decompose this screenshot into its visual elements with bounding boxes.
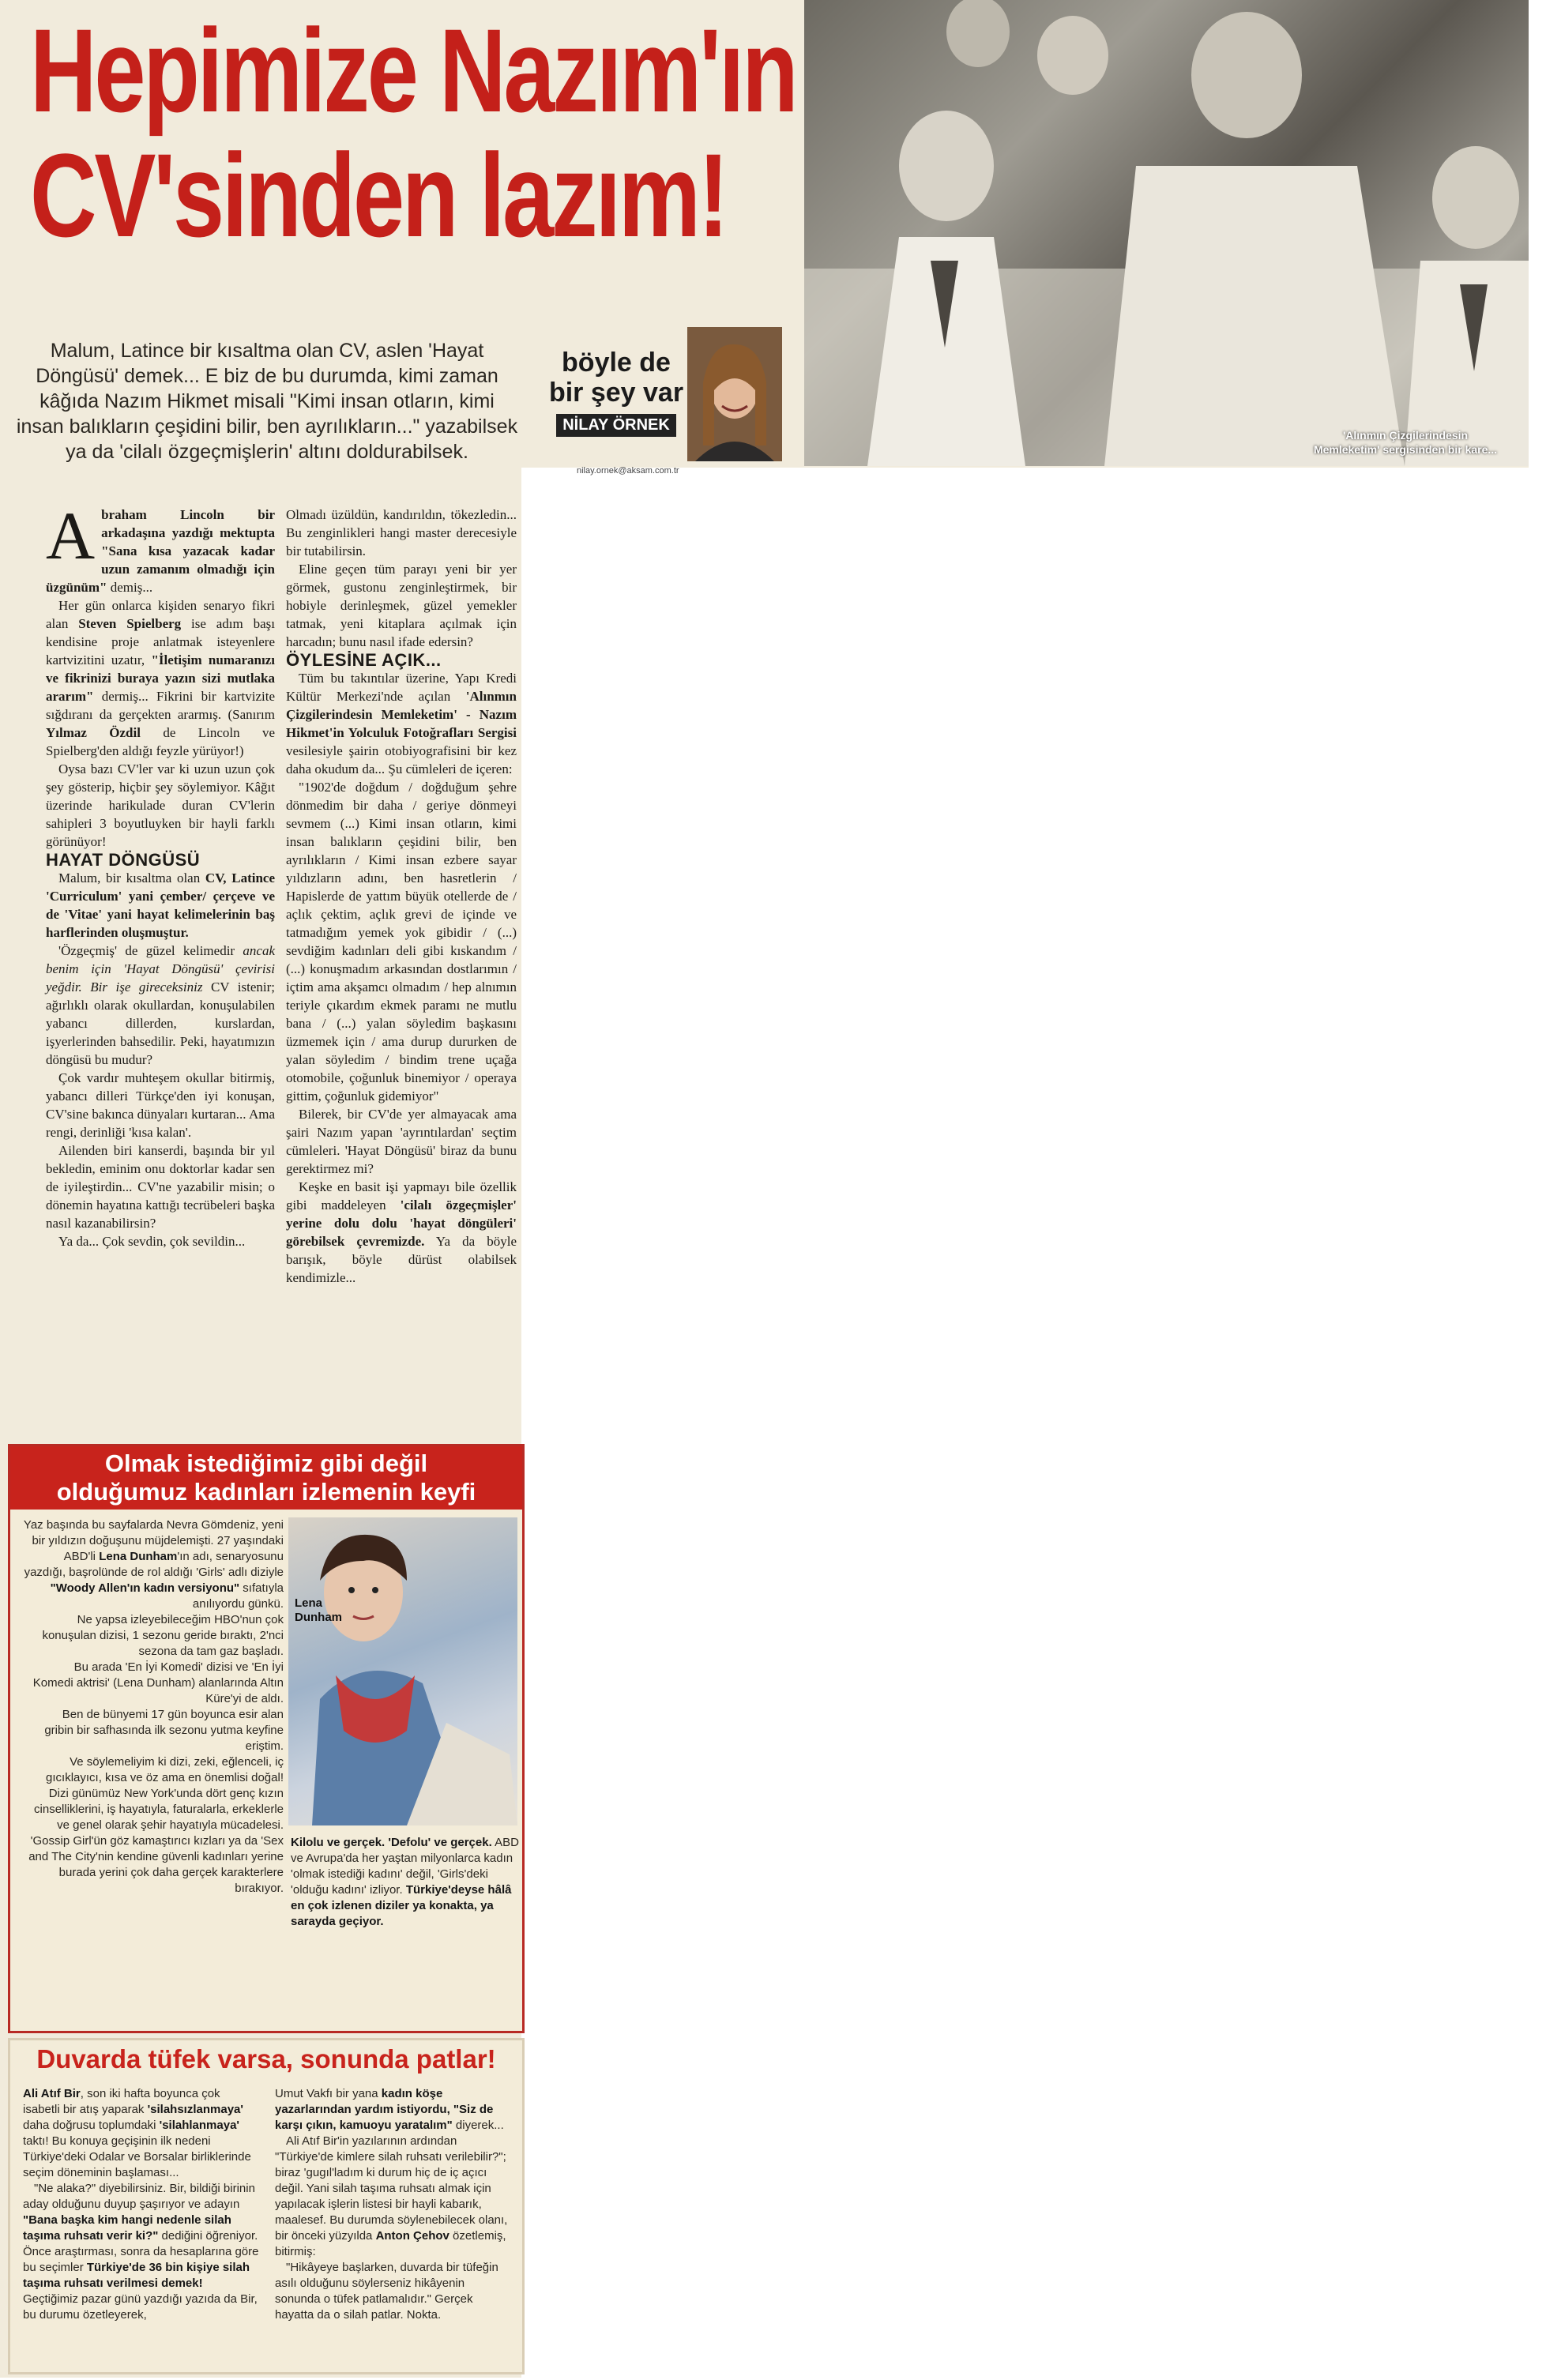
bold-text: 'silahsızlanmaya' (147, 2103, 243, 2116)
column-byline (545, 324, 806, 474)
paragraph: Çok vardır muhteşem okullar bitirmiş, yabancı dilleri Türkçe'den iyi konuşan, CV'sine bakınca dünyaları kurtaran... Ama rengi, derinliği 'kısa kalan'. (46, 1070, 275, 1140)
paragraph (46, 869, 275, 942)
body-text: vesilesiyle şairin otobiyografisini bir kez daha okudum da... Şu cümleleri de içeren: (286, 743, 517, 776)
paragraph (23, 2086, 260, 2181)
paragraph: Ne yapsa izleyebileceğim HBO'nun çok konuşulan dizisi, 1 sezonu geride bıraktı, 2'nci sezona da tam gaz başladı. (42, 1613, 284, 1658)
headline (30, 4, 796, 261)
body-text: sıfatıyla anılıyordu günkü. (192, 1581, 284, 1611)
body-text: demiş... (107, 580, 153, 595)
paragraph (46, 942, 275, 1069)
article-column-1 (46, 498, 276, 1250)
body-text: Ali Atıf Bir'in yazılarının ardından "Türkiye'de kimlere silah ruhsatı verilebilir?"; biraz 'gugıl'ladım ki durum hiç de iç açıcı değil. Yani silah taşıma ruhsatı almak için yapılacak işlerin listesi bir hayli kabarık, maalesef. Bu durumda söylenebilecek olanı, bir önceki yüzyılda (275, 2134, 508, 2243)
bold-text: Türkiye'deyse hâlâ en çok izlenen diziler ya konakta, ya sarayda geçiyor. (291, 1883, 512, 1928)
paragraph: Ailenden biri kanserdi, başında bir yıl bekledin, eminim onu doktorlar kadar sen de iyileştirdin... CV'ne yazabilir misin; o dönemin hayatına kattığı tecrübeleri başka nasıl kazanabilirsin? (46, 1143, 275, 1231)
drop-cap: A (46, 498, 96, 573)
box-title-line-2: olduğumuz kadınları izlemenin keyfi (56, 1478, 476, 1506)
bold-name: Anton Çehov (375, 2229, 450, 2243)
bold-text: 'silahlanmaya' (159, 2119, 239, 2132)
bold-name: Steven Spielberg (78, 616, 182, 631)
body-text: daha doğrusu toplumdaki (23, 2119, 160, 2132)
article-column-2 (286, 506, 517, 1287)
paragraph: Ben de bünyemi 17 gün boyunca esir alan gribin bir safhasında ilk sezonu yutma keyfine eriştim. (44, 1708, 284, 1753)
box-text-right (291, 1835, 520, 1930)
photo-lena-dunham (288, 1517, 517, 1825)
photo-image (804, 0, 1529, 466)
body-text: 'Özgeçmiş' de güzel kelimedir (58, 943, 243, 958)
box-text-right (275, 2086, 512, 2323)
body-text: ABD ve Avrupa'da her yaştan milyonlarca kadın 'olmak istediği kadını' değil, 'Girls'deki 'olduğu kadını' izliyor. (291, 1836, 519, 1897)
italic-text: ancak benim için 'Hayat Döngüsü' çevirisi yeğdir. Bir işe gireceksiniz (46, 943, 275, 994)
subheading: HAYAT DÖNGÜSÜ (46, 850, 201, 870)
body-text: Malum, bir kısaltma olan (58, 870, 205, 885)
paragraph (275, 2134, 512, 2260)
box-text-left (23, 2086, 260, 2323)
body-text: dermiş... Fikrini bir kartvizite sığdıranı da gerçekten ararmış. (Sanırım (46, 689, 275, 722)
paragraph: Oysa bazı CV'ler var ki uzun uzun çok şey gösterip, hiçbir şey söylemiyor. Kâğıt üzerinde harikulade duran CV'lerin sahipleri 3 boyutluyken bir hayli farklı görünüyor! (46, 761, 275, 849)
lede-text: Malum, Latince bir kısaltma olan CV, aslen 'Hayat Döngüsü' demek... E biz de bu durumda, kimi zaman kâğıda Nazım Hikmet misali "Kimi insan otların, kimi insan balıkların çeşidini bilir, ben ayrılıkların..." yazabilsek ya da 'cilalı özgeçmişlerin' altını doldurabilsek. (16, 340, 518, 463)
body-text: de Lincoln ve Spielberg'den aldığı feyzle yürüyor!) (46, 725, 276, 758)
bold-text: 'cilalı özgeçmişler' yerine dolu dolu 'hayat döngüleri' görebilsek çevremizde. (286, 1198, 517, 1249)
body-text: CV istenir; ağırlıklı olarak okullardan, konuşulabilen yabancı dillerden, kurslardan, işyerlerinden bahsedilir. Peki, hayatımızın döngüsü bu mudur? (46, 979, 275, 1067)
body-text: özetlemiş, bitirmiş: (275, 2229, 506, 2258)
photo-label-line-1: Lena (295, 1596, 323, 1610)
bold-text: kadın köşe yazarlarından yardım istiyordu, "Siz de karşı çıkın, kamuoyu yaratalım" (275, 2087, 494, 2132)
bold-name: Lena Dunham (99, 1550, 178, 1563)
body-text: Tüm bu takıntılar üzerine, Yapı Kredi Kültür Merkezi'nde açılan (286, 671, 517, 704)
body-text: , son iki hafta boyunca çok isabetli bir atış yaparak (23, 2087, 220, 2116)
paragraph (275, 2086, 512, 2134)
body-text: dediğini öğreniyor. Önce araştırması, sonra da hesaplarına göre bu seçimler (23, 2229, 259, 2274)
body-text: taktı! Bu konuya geçişinin ilk nedeni Türkiye'deki Odalar ve Borsalar birliklerinde seçim döneminin başlaması... (23, 2134, 251, 2179)
paragraph: Ya da... Çok sevdin, çok sevildin... (58, 1234, 246, 1249)
paragraph: "Hikâyeye başlarken, duvarda bir tüfeğin asılı olduğunu söylerseniz hikâyenin sonunda o tüfek patlamalıdır." Gerçek hayatta da o silah patlar. Nokta. (275, 2261, 498, 2322)
photo-image (288, 1517, 517, 1825)
body-text: "Ne alaka?" diyebilirsiniz. Bir, bildiği birinin aday olduğunu duyup şaşırıyor ve adayın (23, 2182, 255, 2211)
paragraph (23, 1517, 284, 1612)
photo-label-line-2: Dunham (295, 1611, 342, 1624)
box-title-line-1: Olmak istediğimiz gibi değil (104, 1449, 428, 1477)
author-name: NİLAY ÖRNEK (556, 414, 676, 437)
author-email[interactable]: nilay.ornek@aksam.com.tr (577, 466, 679, 476)
bold-title: 'Alınmın Çizgilerindesin Memleketim' - Nazım Hikmet'in Yolculuk Fotoğrafları Sergisi (286, 689, 517, 740)
paragraph: Bu arada 'En İyi Komedi' dizisi ve 'En İyi Komedi aktrisi' (Lena Dunham) alanlarında Altın Küre'yi de aldı. (32, 1660, 284, 1705)
paragraph (46, 498, 275, 596)
photo-nazim-hikmet-with-children (804, 0, 1529, 466)
bold-quote: "İletişim numaranızı ve fikrinizi buraya yazın sizi mutlaka ararım" (46, 652, 275, 704)
sidebar-box-girls (8, 1444, 525, 2033)
paragraph: Bilerek, bir CV'de yer almayacak ama şairi Nazım yapan 'ayrıntılardan' seçtim cümleleri. 'Hayat Döngüsü' biraz da bunu gerektirmez mi? (286, 1107, 517, 1176)
paragraph: Dizi günümüz New York'unda dört genç kızın cinselliklerini, iş hayatıyla, faturalarla, erkeklerle ve genel olarak şehir hayatıyla mücadelesi. 'Gossip Girl'ün göz kamaştırıcı kızları ya da 'Sex and The City'nin kendine güvenli kadınları yerine burada yerini çok daha gerçek karakterlere bırakıyor. (28, 1787, 284, 1895)
paragraph (286, 669, 517, 778)
box-title: Duvarda tüfek varsa, sonunda patlar! (36, 2044, 496, 2074)
paragraph (286, 1178, 517, 1287)
box-title (10, 1446, 522, 1510)
bold-text: braham Lincoln bir arkadaşına yazdığı mektupta (101, 507, 275, 540)
sidebar-box-gun (8, 2038, 525, 2374)
body-text: Keşke en basit işi yapmayı bile özellik gibi maddeleyen (286, 1179, 517, 1213)
body-text: 'ın adı, senaryosunu yazdığı, başrolünde de rol aldığı 'Girls' adlı diziyle (24, 1550, 284, 1579)
bold-quote: "Woody Allen'ın kadın versiyonu" (50, 1581, 240, 1595)
paragraph (291, 1835, 520, 1930)
photo-label (295, 1596, 342, 1625)
body-text: diyerek... (452, 2119, 504, 2132)
body-text: Yaz başında bu sayfalarda Nevra Gömdeniz, yeni bir yıldızın doğuşunu müjdelemişti. 27 yaşındaki ABD'li (23, 1518, 284, 1563)
paragraph (23, 2181, 260, 2323)
author-portrait (687, 327, 782, 461)
column-name-line-2: bir şey var (548, 378, 684, 408)
column-name (545, 348, 687, 408)
body-text: Ya da böyle barışık, böyle dürüst olabilsek kendimizle... (286, 1234, 517, 1285)
bold-text: CV, Latince 'Curriculum' yani çember/ çerçeve ve de 'Vitae' yani hayat kelimelerinin baş harflerinden oluşmuştur. (46, 870, 276, 940)
bold-quote: "Bana başka kim hangi nedenle silah taşıma ruhsatı verir ki?" (23, 2213, 231, 2243)
body-text: ise adım başı kendisine proje anlatmak isteyenlere kartvizitini uzatır, (46, 616, 275, 667)
photo-caption: 'Alınmın Çizgilerindesin Memleketim' sergisinden bir kare... (1313, 429, 1498, 456)
bold-name: Yılmaz Özdil (46, 725, 141, 740)
poem-quote: "1902'de doğdum / doğduğum şehre dönmedim bir daha / geriye dönmeyi sevmem (...) Kimi insan otların, kimi insan balıkların çeşidini bilir, ben ayrılıkların / Kimi insan ezbere sayar yıldızların adını, ben hasretlerin / Hapislerde de yattım büyük otellerde de / açlık çektim, açlık grevi de içinde ve tatmadığım yemek yok gibidir / (...) sevdiğim kadınları deli gibi kıskandım / (...) konuşmadım arkasından dostlarımın / içtim ama akşamcı olmadım / hep alnımın teriyle çıkardım ekmek paramı ne mutlu bana / (...) yalan söyledim başkasını üzmemek için / ama durup dururken de yalan söyledim / bindim trene uçağa otomobile, çoğunluk binemiyor / operaya gittim, çoğunluk gidemiyor" (286, 780, 517, 1104)
body-text: Umut Vakfı bir yana (275, 2087, 382, 2100)
paragraph: Ve söylemeliyim ki dizi, zeki, eğlenceli, iç gıcıklayıcı, kısa ve öz ama en önemlisi doğal! (46, 1755, 284, 1784)
bold-text: Türkiye'de 36 bin kişiye silah taşıma ruhsatı verilmesi demek! (23, 2261, 250, 2290)
body-text: Geçtiğimiz pazar günü yazdığı yazıda da Bir, bu durumu özetleyerek, (23, 2292, 258, 2322)
bold-quote: "Sana kısa yazacak kadar uzun zamanım olmadığı için üzgünüm" (46, 543, 275, 595)
subheading: ÖYLESİNE AÇIK... (286, 650, 442, 670)
headline-line-2: CV'sinden lazım! (30, 129, 727, 261)
paragraph: Eline geçen tüm parayı yeni bir yer görmek, gustonu zenginleştirmek, bir hobiyle derinleşmek, güzel yemekler tatmak, yeni kitaplara açılmak için harcadın; bunu nasıl ifade edersin? (286, 562, 517, 649)
paragraph: Olmadı üzüldün, kandırıldın, tökezledin... Bu zenginlikleri hangi master derecesiyle bir tutabilirsin. (286, 507, 517, 558)
headline-line-1: Hepimize Nazım'ın (30, 4, 796, 137)
column-name-line-1: böyle de (562, 348, 671, 378)
body-text: Her gün onlarca kişiden senaryo fikri alan (46, 598, 275, 631)
bold-name: Ali Atıf Bir (23, 2087, 81, 2100)
box-text-left (23, 1517, 284, 1897)
paragraph (46, 596, 275, 760)
bold-text: Kilolu ve gerçek. 'Defolu' ve gerçek. (291, 1836, 492, 1849)
